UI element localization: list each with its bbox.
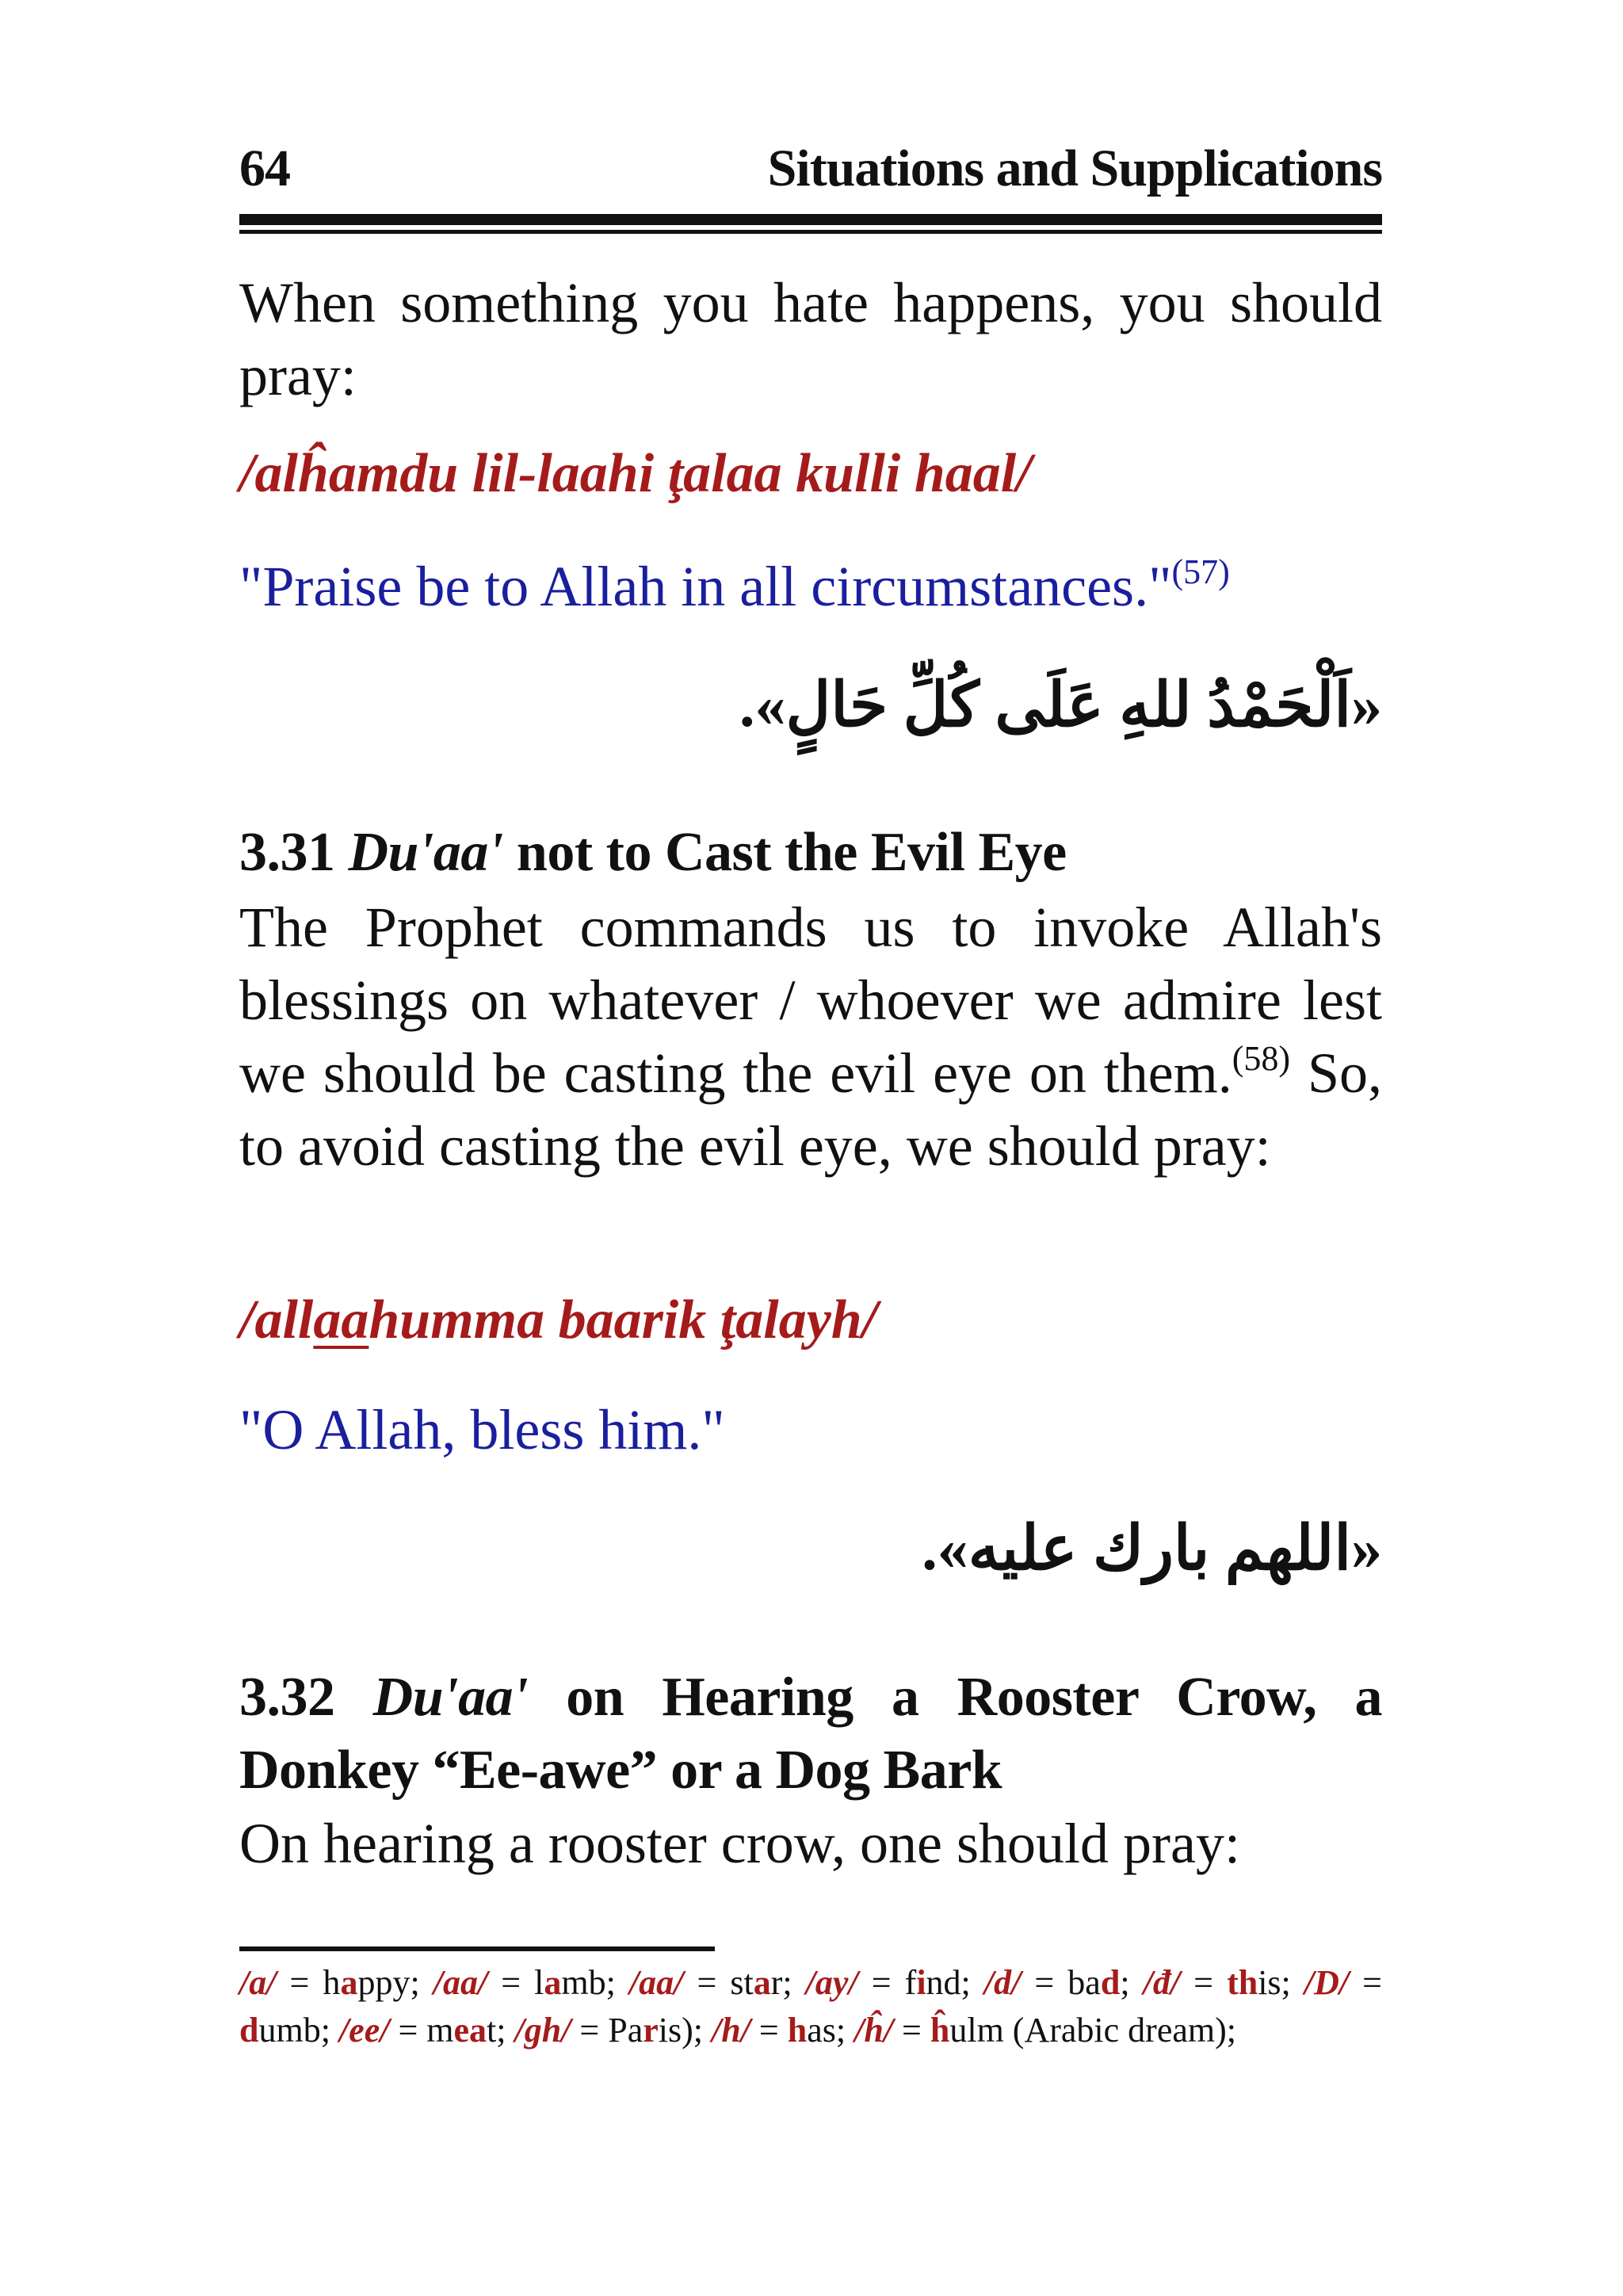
footnote-fragment: humma baarik ţalayh/: [369, 1289, 878, 1350]
footnote-fragment: /đ/: [1143, 1963, 1181, 2002]
page-number: 64: [239, 139, 290, 197]
footnote-fragment: 3.32: [239, 1667, 335, 1728]
footnote-fragment: = Pa: [571, 2011, 643, 2050]
footnote-fragment: /ee/: [338, 2011, 390, 2050]
section-3-31-arabic: [239, 1509, 1382, 1588]
footnote-fragment: On hearing a rooster crow, one should pray:: [239, 1812, 1240, 1875]
footnote-fragment: =: [1180, 1963, 1228, 2002]
header-rule-thick: [239, 214, 1382, 225]
section-3-31-translation: [239, 1393, 1382, 1466]
footnote-fragment: = h: [276, 1963, 341, 2002]
footnote-fragment: When something you hate happens, you should pray:: [239, 271, 1382, 407]
footnote-fragment: not to Cast the Evil Eye: [516, 822, 1067, 883]
footnote-fragment: /h/: [712, 2011, 750, 2050]
footnote-fragment: th: [1227, 1963, 1258, 2002]
footnote-fragment: h: [787, 2011, 808, 2050]
footnote-fragment: 3.31: [239, 822, 335, 883]
section-heading-3-32: [239, 1661, 1382, 1807]
footnote-fragment: ea: [453, 2011, 487, 2050]
pronunciation-key-footnote: [239, 1959, 1382, 2054]
footnote-fragment: = m: [389, 2011, 454, 2050]
footnote-fragment: =: [750, 2011, 788, 2050]
footnote-fragment: /aa/: [628, 1963, 684, 2002]
footnote-fragment: /a/: [239, 1963, 277, 2002]
footnote-rule: [239, 1946, 715, 1951]
footnote-fragment: a: [544, 1963, 562, 2002]
section-heading-3-31: [239, 816, 1382, 889]
footnote-fragment: /aa/: [433, 1963, 488, 2002]
footnote-fragment: Du'aa': [372, 1667, 529, 1728]
footnote-fragment: = f: [857, 1963, 917, 2002]
footnote-fragment: is;: [1258, 1963, 1304, 2002]
footnote-fragment: mb;: [561, 1963, 629, 2002]
intro-arabic: [239, 666, 1382, 745]
header-rule-thin: [239, 230, 1382, 234]
footnote-fragment: = st: [683, 1963, 754, 2002]
footnote-fragment: aa: [313, 1289, 369, 1350]
intro-translation: [239, 550, 1382, 623]
footnote-fragment: d: [239, 2011, 259, 2050]
footnote-fragment: on Hearing a Rooster Crow, a Donkey “Ee-awe” or a Dog Bark: [239, 1667, 1383, 1801]
footnote-fragment: =: [1349, 1963, 1382, 2002]
footnote-fragment: /alĥamdu lil-laahi ţalaa kulli haal/: [239, 443, 1032, 504]
footnote-fragment: nd;: [926, 1963, 984, 2002]
footnote-fragment: r;: [770, 1963, 806, 2002]
footnote-ref-57: (57): [1171, 552, 1230, 591]
footnote-fragment: /all: [239, 1289, 314, 1350]
book-title: Situations and Supplications: [767, 139, 1382, 197]
footnote-fragment: ppy;: [357, 1963, 433, 2002]
footnote-fragment: «اَلْحَمْدُ للهِ عَلَى كُلِّ حَالٍ».: [739, 670, 1382, 739]
footnote-fragment: = ba: [1021, 1963, 1101, 2002]
footnote-fragment: Du'aa': [348, 822, 503, 883]
footnote-fragment: "Praise be to Allah in all circumstances.": [239, 555, 1172, 618]
footnote-fragment: t;: [487, 2011, 515, 2050]
section-3-32-paragraph: [239, 1807, 1382, 1880]
footnote-fragment: a: [753, 1963, 771, 2002]
footnote-fragment: The Prophet commands us to invoke Allah's blessings on whatever / whoever we admire lest we should be casting the evil eye on them.: [239, 896, 1382, 1105]
footnote-fragment: /ĥ/: [854, 2011, 894, 2050]
footnote-fragment: "O Allah, bless him.": [239, 1398, 725, 1461]
footnote-fragment: /gh/: [514, 2011, 571, 2050]
footnote-fragment: i: [916, 1963, 926, 2002]
footnote-fragment: ;: [1120, 1963, 1144, 2002]
footnote-fragment: /ay/: [805, 1963, 858, 2002]
footnote-fragment: as;: [807, 2011, 855, 2050]
footnote-fragment: /d/: [983, 1963, 1022, 2002]
footnote-ref-58: (58): [1232, 1039, 1291, 1078]
section-3-31-paragraph: [239, 891, 1382, 1182]
footnote-fragment: a: [340, 1963, 358, 2002]
section-3-31-transliteration: [239, 1284, 1382, 1357]
footnote-fragment: «اللهم بارك عليه».: [922, 1514, 1382, 1583]
running-head: [239, 139, 1382, 197]
footnote-fragment: is);: [658, 2011, 712, 2050]
intro-transliteration: [239, 437, 1382, 510]
intro-paragraph: [239, 266, 1382, 412]
footnote-fragment: /D/: [1304, 1963, 1350, 2002]
footnote-fragment: = l: [487, 1963, 544, 2002]
footnote-fragment: r: [643, 2011, 659, 2050]
footnote-fragment: ulm (Arabic dream);: [949, 2011, 1236, 2050]
footnote-fragment: =: [893, 2011, 930, 2050]
footnote-fragment: umb;: [258, 2011, 339, 2050]
footnote-fragment: So, to avoid casting the evil eye, we should pray:: [239, 1041, 1382, 1178]
footnote-fragment: d: [1100, 1963, 1121, 2002]
footnote-fragment: ĥ: [930, 2011, 950, 2050]
